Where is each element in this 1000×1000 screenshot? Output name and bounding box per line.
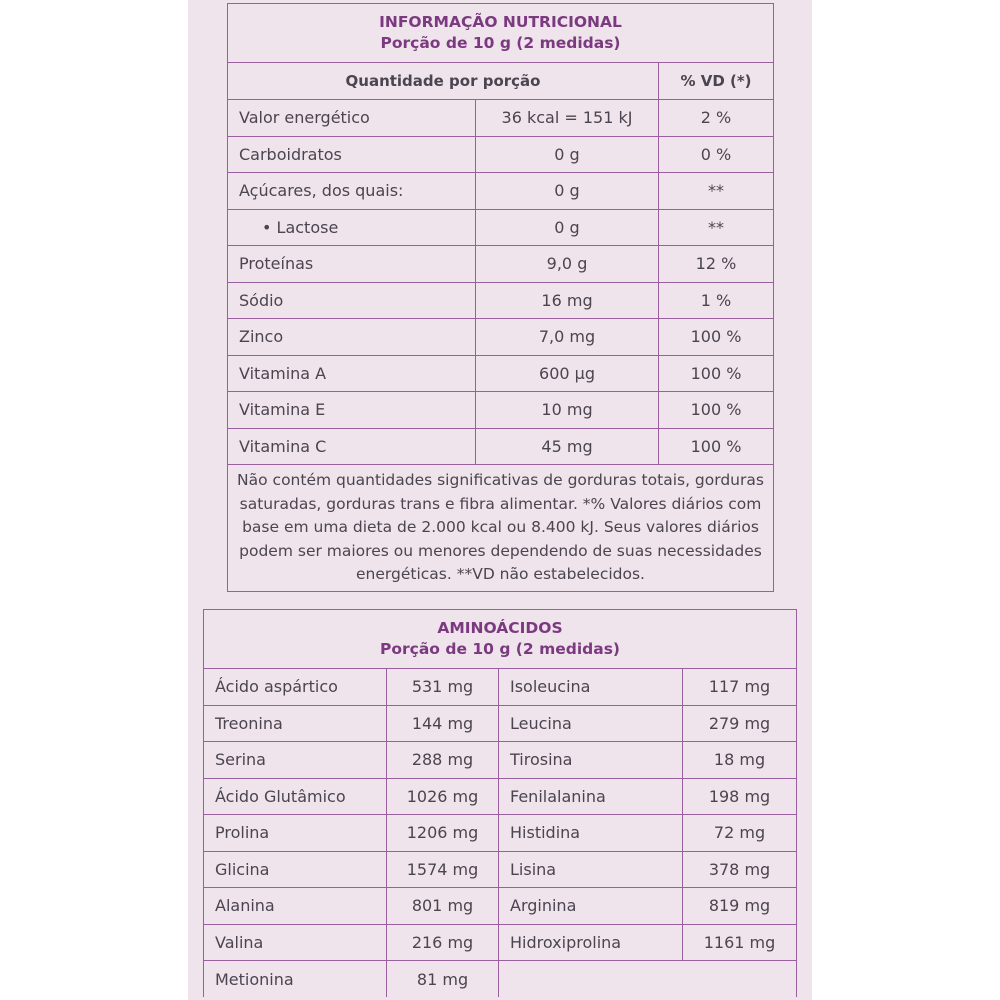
amino-row bbox=[204, 924, 797, 961]
amino-name: Isoleucina bbox=[499, 669, 683, 706]
nutrient-vd: 100 % bbox=[659, 392, 774, 429]
nutrient-amount: 0 g bbox=[476, 173, 659, 210]
amino-amount: 216 mg bbox=[387, 924, 499, 961]
nutrient-amount: 600 µg bbox=[476, 355, 659, 392]
nutrient-amount: 10 mg bbox=[476, 392, 659, 429]
nutrient-name: • Lactose bbox=[228, 209, 476, 246]
nutrition-row bbox=[228, 392, 774, 429]
empty-cell bbox=[499, 961, 797, 998]
amino-amount: 1206 mg bbox=[387, 815, 499, 852]
amino-row bbox=[204, 742, 797, 779]
nutrition-table-header bbox=[228, 4, 774, 63]
nutrient-name: Valor energético bbox=[228, 100, 476, 137]
nutrient-name: Sódio bbox=[228, 282, 476, 319]
amino-name: Lisina bbox=[499, 851, 683, 888]
amino-amount: 144 mg bbox=[387, 705, 499, 742]
amino-amount: 72 mg bbox=[683, 815, 797, 852]
amino-name: Alanina bbox=[204, 888, 387, 925]
amino-acids-table bbox=[203, 609, 797, 997]
amino-amount: 531 mg bbox=[387, 669, 499, 706]
amino-row bbox=[204, 705, 797, 742]
amino-name: Valina bbox=[204, 924, 387, 961]
nutrient-name: Zinco bbox=[228, 319, 476, 356]
nutrient-name: Proteínas bbox=[228, 246, 476, 283]
amino-name: Leucina bbox=[499, 705, 683, 742]
amino-name: Metionina bbox=[204, 961, 387, 998]
amino-name: Fenilalanina bbox=[499, 778, 683, 815]
amino-amount: 1574 mg bbox=[387, 851, 499, 888]
amino-name: Arginina bbox=[499, 888, 683, 925]
nutrient-name: Vitamina A bbox=[228, 355, 476, 392]
nutrient-amount: 16 mg bbox=[476, 282, 659, 319]
amino-name: Hidroxiprolina bbox=[499, 924, 683, 961]
nutrient-amount: 45 mg bbox=[476, 428, 659, 465]
nutrition-row bbox=[228, 428, 774, 465]
nutrition-row bbox=[228, 100, 774, 137]
nutrient-vd: 12 % bbox=[659, 246, 774, 283]
amino-amount: 18 mg bbox=[683, 742, 797, 779]
amino-name: Serina bbox=[204, 742, 387, 779]
vd-column-header: % VD (*) bbox=[659, 63, 774, 100]
nutrient-vd: 100 % bbox=[659, 355, 774, 392]
nutrition-row bbox=[228, 209, 774, 246]
amino-row bbox=[204, 888, 797, 925]
nutrition-facts-table bbox=[227, 3, 774, 592]
nutrient-amount: 0 g bbox=[476, 209, 659, 246]
nutrient-vd: ** bbox=[659, 173, 774, 210]
nutrient-name: Vitamina C bbox=[228, 428, 476, 465]
nutrient-amount: 0 g bbox=[476, 136, 659, 173]
amino-row bbox=[204, 669, 797, 706]
amino-amount: 279 mg bbox=[683, 705, 797, 742]
amino-amount: 378 mg bbox=[683, 851, 797, 888]
amino-amount: 288 mg bbox=[387, 742, 499, 779]
amino-name: Treonina bbox=[204, 705, 387, 742]
nutrition-row bbox=[228, 319, 774, 356]
amino-amount: 1026 mg bbox=[387, 778, 499, 815]
amino-row bbox=[204, 851, 797, 888]
amino-amount: 198 mg bbox=[683, 778, 797, 815]
nutrition-title: INFORMAÇÃO NUTRICIONAL bbox=[379, 13, 622, 31]
nutrient-name: Carboidratos bbox=[228, 136, 476, 173]
nutrient-vd: 100 % bbox=[659, 319, 774, 356]
amino-amount: 81 mg bbox=[387, 961, 499, 998]
amino-title: AMINOÁCIDOS bbox=[437, 619, 563, 637]
nutrient-vd: 100 % bbox=[659, 428, 774, 465]
nutrition-row bbox=[228, 246, 774, 283]
nutrient-vd: 1 % bbox=[659, 282, 774, 319]
nutrition-row bbox=[228, 173, 774, 210]
amino-name: Ácido Glutâmico bbox=[204, 778, 387, 815]
amino-name: Prolina bbox=[204, 815, 387, 852]
nutrition-footnote: Não contém quantidades significativas de gorduras totais, gorduras saturadas, gorduras trans e fibra alimentar. *% Valores diários com base em uma dieta de 2.000 kcal ou 8.400 kJ. Seus valores diários podem ser maiores ou menores dependendo de suas necessidades energéticas. **VD não estabelecidos. bbox=[228, 465, 774, 592]
nutrient-vd: 0 % bbox=[659, 136, 774, 173]
amino-name: Ácido aspártico bbox=[204, 669, 387, 706]
nutrient-name: Vitamina E bbox=[228, 392, 476, 429]
amino-amount: 819 mg bbox=[683, 888, 797, 925]
amino-row bbox=[204, 778, 797, 815]
nutrient-amount: 9,0 g bbox=[476, 246, 659, 283]
amino-portion: Porção de 10 g (2 medidas) bbox=[380, 640, 621, 658]
amino-name: Glicina bbox=[204, 851, 387, 888]
amino-row bbox=[204, 961, 797, 998]
nutrient-vd: 2 % bbox=[659, 100, 774, 137]
amino-amount: 117 mg bbox=[683, 669, 797, 706]
nutrition-row bbox=[228, 136, 774, 173]
amino-amount: 1161 mg bbox=[683, 924, 797, 961]
amino-name: Histidina bbox=[499, 815, 683, 852]
amino-table-header bbox=[204, 610, 797, 669]
nutrient-amount: 36 kcal = 151 kJ bbox=[476, 100, 659, 137]
amino-name: Tirosina bbox=[499, 742, 683, 779]
amino-amount: 801 mg bbox=[387, 888, 499, 925]
amino-row bbox=[204, 815, 797, 852]
nutrition-row bbox=[228, 355, 774, 392]
nutrient-amount: 7,0 mg bbox=[476, 319, 659, 356]
nutrient-vd: ** bbox=[659, 209, 774, 246]
nutrition-row bbox=[228, 282, 774, 319]
quantity-column-header: Quantidade por porção bbox=[228, 63, 659, 100]
nutrition-portion: Porção de 10 g (2 medidas) bbox=[380, 34, 621, 52]
nutrient-name: Açúcares, dos quais: bbox=[228, 173, 476, 210]
